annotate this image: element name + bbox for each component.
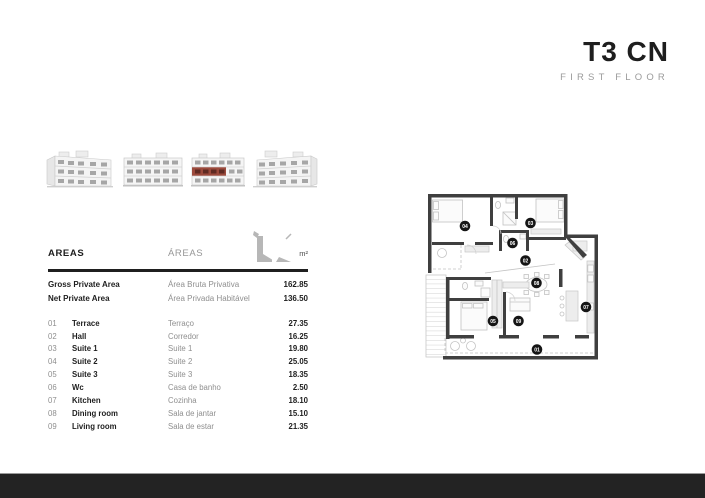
room-area-value: 21.35 <box>288 421 308 431</box>
summary-value: 162.85 <box>283 280 308 290</box>
room-marker-label: 06 <box>509 240 516 247</box>
summary-name-en: Gross Private Area <box>48 280 120 290</box>
header-rule <box>48 269 308 272</box>
room-area-value: 16.25 <box>288 331 308 341</box>
summary-name-pt: Área Bruta Privativa <box>168 280 240 290</box>
room-name-en: Dining room <box>72 408 118 418</box>
page-title: T3 CN <box>583 36 669 67</box>
room-area-value: 25.05 <box>288 357 308 367</box>
areas-table-header <box>48 248 308 264</box>
room-name-en: Suite 2 <box>72 357 98 367</box>
table-row <box>48 381 308 394</box>
table-row <box>48 355 308 368</box>
room-number: 07 <box>48 395 57 405</box>
room-marker-label: 01 <box>534 347 540 354</box>
title-block <box>560 38 669 83</box>
areas-table <box>48 248 308 432</box>
room-name-pt: Sala de estar <box>168 421 214 431</box>
building-elevation-3-highlighted <box>191 150 245 192</box>
summary-name-pt: Área Privada Habitável <box>168 294 250 304</box>
summary-name-en: Net Private Area <box>48 294 110 304</box>
table-row <box>48 394 308 407</box>
summary-value: 136.50 <box>283 294 308 304</box>
floor-plan <box>415 185 625 375</box>
summary-row <box>48 278 308 292</box>
summary-row <box>48 292 308 306</box>
furniture <box>433 198 595 354</box>
room-name-en: Living room <box>72 421 117 431</box>
page-subtitle: FIRST FLOOR <box>560 72 669 83</box>
room-name-pt: Suite 3 <box>168 370 193 380</box>
table-row <box>48 368 308 381</box>
table-row <box>48 407 308 420</box>
room-marker-label: 02 <box>522 258 529 265</box>
room-area-value: 2.50 <box>292 383 308 393</box>
room-name-en: Terrace <box>72 318 100 328</box>
room-name-pt: Terraço <box>168 318 194 328</box>
building-elevation-1 <box>45 146 115 192</box>
building-elevations <box>45 146 319 192</box>
room-area-value: 18.10 <box>288 395 308 405</box>
room-number: 09 <box>48 421 57 431</box>
table-row <box>48 343 308 356</box>
room-area-value: 18.35 <box>288 370 308 380</box>
room-name-en: Kitchen <box>72 395 101 405</box>
stairs-area <box>426 275 446 357</box>
room-name-en: Wc <box>72 383 84 393</box>
table-row <box>48 317 308 330</box>
room-name-pt: Sala de jantar <box>168 408 217 418</box>
building-elevation-2 <box>123 150 183 192</box>
room-name-pt: Casa de banho <box>168 383 221 393</box>
column-header-pt: ÁREAS <box>168 248 204 259</box>
room-name-pt: Suite 2 <box>168 357 193 367</box>
room-name-pt: Cozinha <box>168 395 197 405</box>
room-name-pt: Corredor <box>168 331 199 341</box>
room-number: 06 <box>48 383 57 393</box>
room-name-en: Hall <box>72 331 87 341</box>
unit-label: m² <box>299 249 308 258</box>
room-number: 05 <box>48 370 57 380</box>
table-row <box>48 420 308 433</box>
room-number: 01 <box>48 318 57 328</box>
room-number: 08 <box>48 408 57 418</box>
room-area-value: 27.35 <box>288 318 308 328</box>
room-number: 02 <box>48 331 57 341</box>
column-header-en: AREAS <box>48 248 85 259</box>
room-marker-label: 03 <box>527 220 534 227</box>
area-rows <box>48 317 308 433</box>
room-name-pt: Suite 1 <box>168 344 193 354</box>
room-marker-label: 08 <box>533 280 540 287</box>
room-number: 03 <box>48 344 57 354</box>
room-number: 04 <box>48 357 57 367</box>
table-row <box>48 330 308 343</box>
room-area-value: 19.80 <box>288 344 308 354</box>
room-marker-label: 05 <box>490 318 496 325</box>
room-name-en: Suite 3 <box>72 370 98 380</box>
room-marker-label: 07 <box>583 304 589 311</box>
summary-rows <box>48 278 308 306</box>
room-area-value: 15.10 <box>288 408 308 418</box>
room-name-en: Suite 1 <box>72 344 98 354</box>
footer-bar <box>0 473 705 498</box>
room-marker-label: 04 <box>462 223 468 230</box>
room-marker-label: 09 <box>515 318 522 325</box>
building-elevation-4 <box>253 146 319 192</box>
